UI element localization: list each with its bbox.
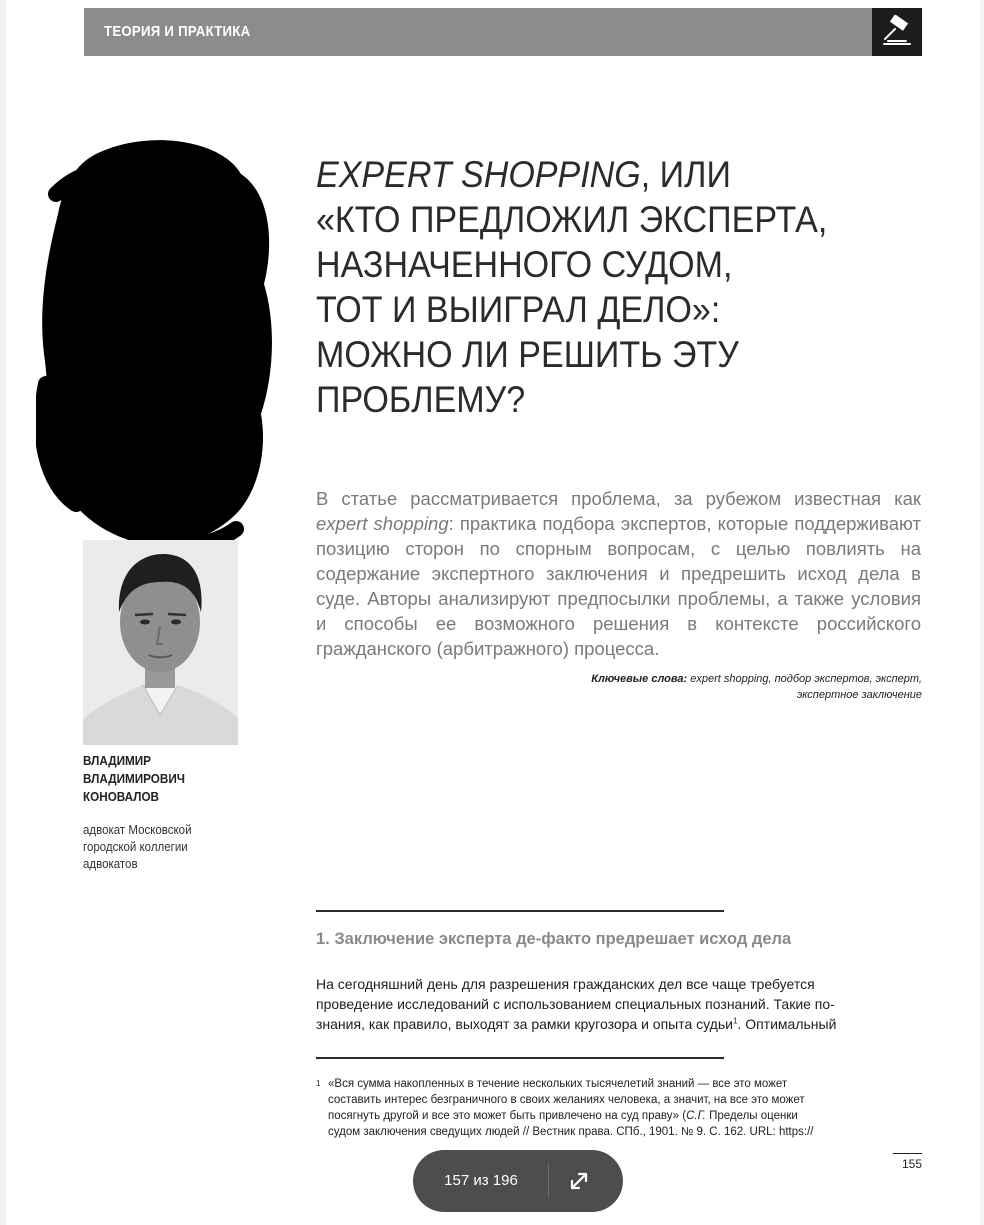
footnote-divider <box>316 1057 724 1059</box>
author-role <box>83 822 239 873</box>
page-counter[interactable]: 157 из 196 <box>444 1172 518 1189</box>
title-line6: ПРОБЛЕМУ? <box>316 379 526 420</box>
author-name-line2: ВЛАДИМИРОВИЧ <box>83 771 185 786</box>
page-number: 155 <box>901 1157 922 1171</box>
body-paragraph <box>316 974 922 1034</box>
gavel-icon <box>872 8 922 56</box>
title-line1-rest: , ИЛИ <box>640 154 731 195</box>
author-name-line3: КОНОВАЛОВ <box>83 789 160 804</box>
footnote-mark: 1 <box>316 1079 321 1088</box>
abstract-part1: В статье рассматривается проблема, за рубежом известная как <box>316 488 921 509</box>
expand-button[interactable] <box>559 1161 599 1201</box>
viewer-controls <box>413 1150 623 1212</box>
page-number-rule <box>893 1153 922 1154</box>
body-line1: На сегодняшний день для разрешения гражданских дел все чаще требуется <box>316 976 815 992</box>
title-line4: ТОТ И ВЫИГРАЛ ДЕЛО»: <box>316 289 721 330</box>
body-line2: проведение исследований с использованием специальных познаний. Такие по- <box>316 996 835 1012</box>
author-role-line3: адвокатов <box>83 857 138 871</box>
abstract-part2: : практика подбора экспертов, которые поддерживают позицию сторон по спорным вопросам, с целью повлиять на содержание экспертного заключения и предрешить исход дела в суде. Авторы анализируют предпосылки проблемы, а также условия и способы ее возможного решения в контексте российского гражданского (арбитражного) процесса. <box>316 513 921 659</box>
title-line2: «КТО ПРЕДЛОЖИЛ ЭКСПЕРТА, <box>316 199 828 240</box>
page-shadow-right <box>980 0 984 1225</box>
title-line3: НАЗНАЧЕННОГО СУДОМ, <box>316 244 733 285</box>
footnote-line3: посягнуть другой и все это может быть привлечено на суд праву» ( <box>328 1110 687 1122</box>
footnote-line3-italic: С.Г. <box>686 1110 706 1122</box>
title-line5: МОЖНО ЛИ РЕШИТЬ ЭТУ <box>316 334 739 375</box>
viewer-divider <box>548 1164 549 1198</box>
keywords <box>470 671 922 703</box>
author-role-line2: городской коллегии <box>83 840 188 854</box>
section-title: ТЕОРИЯ И ПРАКТИКА <box>104 23 251 40</box>
keywords-line2: экспертное заключение <box>796 689 922 701</box>
footnote-ref[interactable]: 1 <box>732 1016 738 1026</box>
title-italic: EXPERT SHOPPING <box>316 154 641 195</box>
footnote-line2: составить интерес безграничного в своих желаниях человека, а значит, на все это может <box>328 1094 805 1106</box>
author-name <box>83 752 236 806</box>
page-shadow-left <box>0 0 6 1225</box>
author-photo <box>83 540 238 745</box>
section-divider <box>316 910 724 912</box>
author-role-line1: адвокат Московской <box>83 823 192 837</box>
abstract-italic: expert shopping <box>316 513 449 534</box>
section-header-bar <box>84 8 922 56</box>
article-title <box>316 152 868 422</box>
body-line3-end: . Оптимальный <box>737 1016 837 1032</box>
body-line3: знания, как правило, выходят за рамки кругозора и опыта судьи <box>316 1016 733 1032</box>
footnote-line1: «Вся сумма накопленных в течение нескольких тысячелетий знаний — все это может <box>328 1078 788 1090</box>
keywords-line1: expert shopping, подбор экспертов, эксперт, <box>687 673 922 685</box>
footnote-line3-end: Пределы оценки <box>705 1110 798 1122</box>
footnote <box>316 1076 922 1140</box>
section-heading: 1. Заключение эксперта де-факто предрешает исход дела <box>316 930 792 948</box>
footnote-line4: судом заключения сведущих людей // Вестник права. СПб., 1901. № 9. С. 162. URL: https:// <box>328 1126 814 1138</box>
expand-icon <box>567 1169 591 1193</box>
article-abstract <box>316 486 921 661</box>
author-name-line1: ВЛАДИМИР <box>83 753 151 768</box>
redaction-blot <box>36 134 276 554</box>
keywords-label: Ключевые слова: <box>591 673 688 685</box>
